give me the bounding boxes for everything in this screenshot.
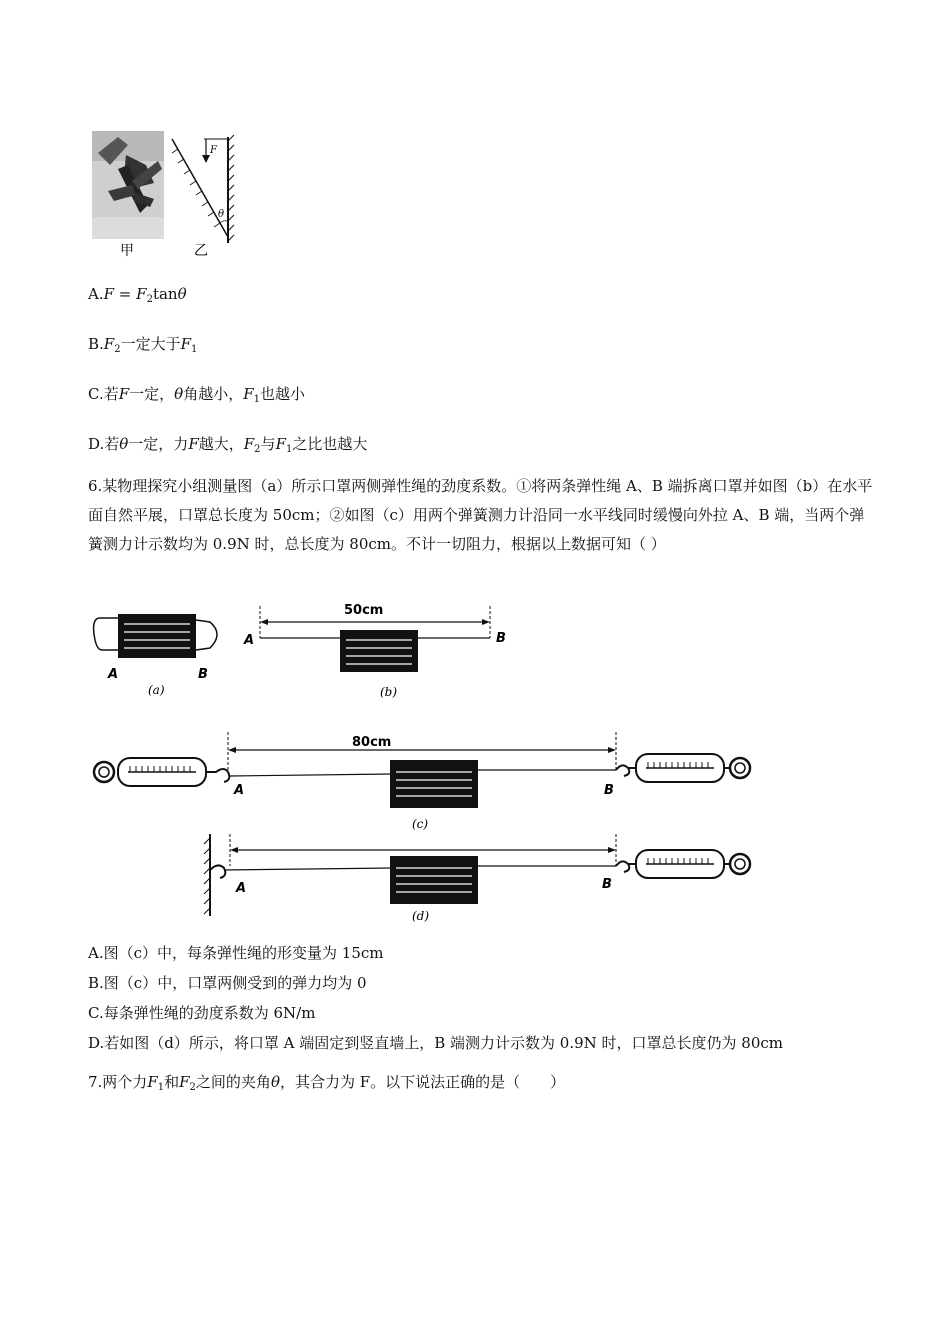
q6-c-label-A: A <box>234 783 245 798</box>
q6-figure-c <box>88 722 758 832</box>
q6-b-caption: (b) <box>380 685 398 699</box>
q5-force-label: F <box>210 145 217 156</box>
q5-option-c[interactable]: C.若F一定，θ角越小，$F_1$也越小 <box>88 385 306 405</box>
q5-option-d[interactable]: D.若θ一定，力F越大，$F_2$与$F_1$之比也越大 <box>88 435 368 455</box>
q6-stem: 6.某物理探究小组测量图（a）所示口罩两侧弹性绳的劲度系数。①将两条弹性绳 A、B 端拆离口罩并如图（b）在水平面自然平展，口罩总长度为 50cm；②如图（c）用两个弹簧测力计沿同一水平线同时缓慢向外拉 A、B 端，当两个弹簧测力计示数均为 0.9N 时，总长度为 80cm。不计一切阻力，根据以上数据可知（ ） <box>88 477 873 553</box>
q6-b-label-B: B <box>496 631 506 646</box>
q6-option-a[interactable]: A.图（c）中，每条弹性绳的形变量为 15cm <box>88 944 384 962</box>
q6-c-length-label: 80cm <box>352 735 392 750</box>
q6-a-caption: (a) <box>148 683 165 697</box>
q5-label-jia: 甲 <box>120 243 134 259</box>
q6-d-right-spring-scale <box>616 850 750 878</box>
q6-figure-b <box>240 598 510 702</box>
q6-option-d[interactable]: D.若如图（d）所示，将口罩 A 端固定到竖直墙上，B 端测力计示数为 0.9N 时，口罩总长度仍为 80cm <box>88 1034 784 1052</box>
q5-label-yi: 乙 <box>194 243 208 259</box>
q7-stem: 7.两个力$F_1$和$F_2$之间的夹角θ，其合力为 F。以下说法正确的是（ ） <box>88 1073 566 1093</box>
q6-c-left-spring-scale <box>94 758 229 786</box>
q6-option-b[interactable]: B.图（c）中，口罩两侧受到的弹力均为 0 <box>88 974 367 992</box>
q6-a-label-B: B <box>198 667 208 682</box>
q6-c-label-B: B <box>604 783 614 798</box>
q6-d-label-B: B <box>602 877 612 892</box>
q6-figure-d <box>200 830 760 922</box>
q6-b-label-A: A <box>244 633 255 648</box>
q6-c-right-spring-scale <box>616 754 750 782</box>
q6-option-c[interactable]: C.每条弹性绳的劲度系数为 6N/m <box>88 1004 316 1022</box>
q6-d-wall <box>204 834 225 916</box>
q5-photo-jia <box>92 131 164 239</box>
q6-d-caption: (d) <box>412 909 430 922</box>
q5-angle-label: θ <box>218 209 225 220</box>
q6-b-length-label: 50cm <box>344 603 384 618</box>
q6-c-caption: (c) <box>412 817 429 831</box>
q6-d-label-A: A <box>236 881 247 896</box>
q5-figure <box>88 125 248 265</box>
q5-diagram-yi <box>172 135 234 243</box>
q6-figure-a <box>88 600 238 700</box>
q5-option-a[interactable]: $A.F = F_2\tan\theta$ <box>88 285 187 305</box>
q6-a-label-A: A <box>108 667 119 682</box>
q5-option-b[interactable]: $B.F_2$一定大于$F_1$ <box>88 335 198 355</box>
